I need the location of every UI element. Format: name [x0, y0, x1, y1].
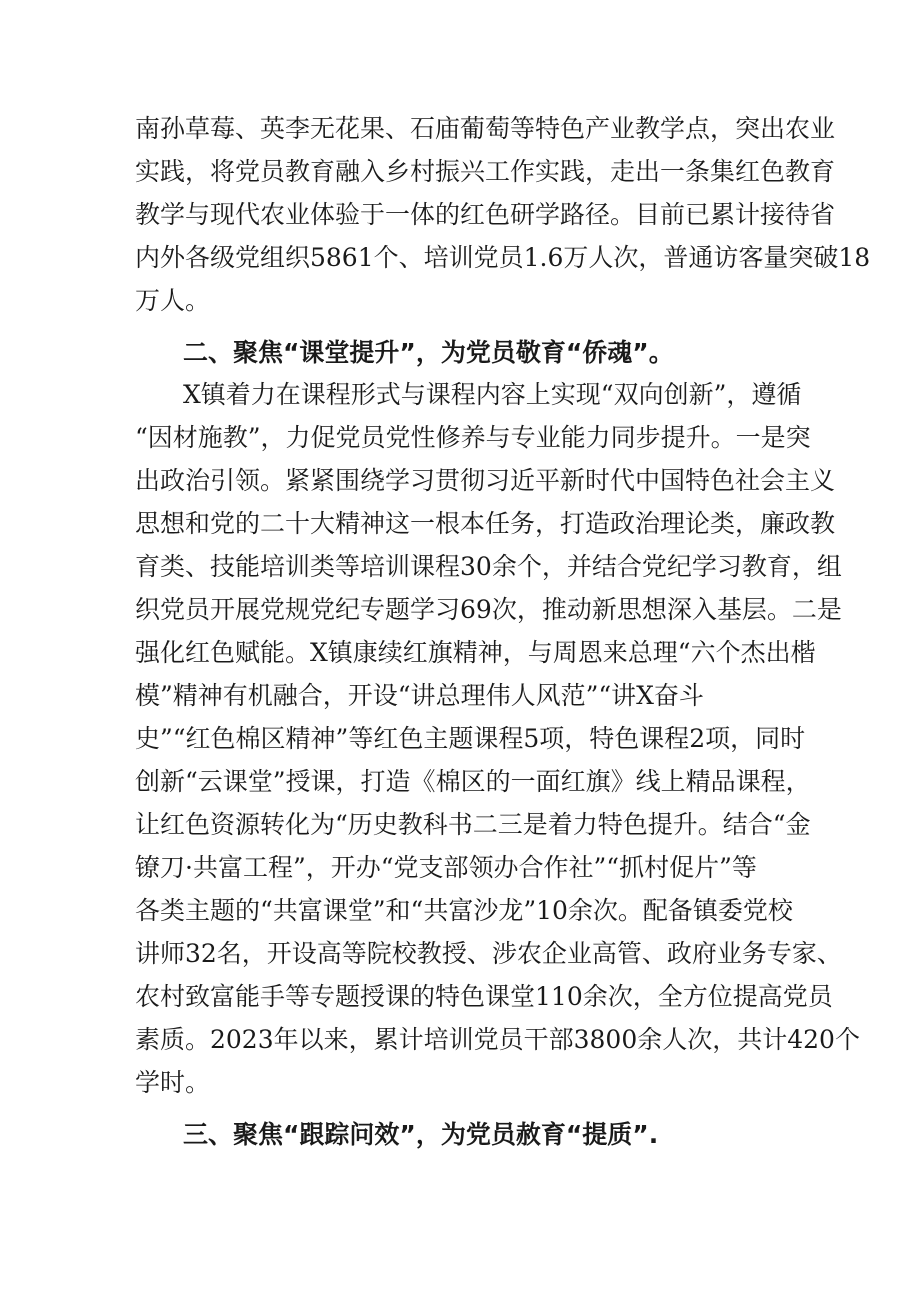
body-line-19: 讲师32名，开设高等院校教授、涉农企业高管、政府业务专家、: [135, 939, 842, 968]
body-line-3: 教学与现代农业体验于一体的红色研学路径。目前已累计接待省: [135, 200, 836, 229]
section-heading-2: 二、聚焦“课堂提升”，为党员敬育“侨魂”。: [183, 338, 674, 367]
body-line-8: 出政治引领。紧紧围绕学习贯彻习近平新时代中国特色社会主义: [135, 466, 836, 495]
body-line-13: 模”精神有机融合，开设“讲总理伟人风范”“讲X奋斗: [135, 681, 704, 710]
body-line-4: 内外各级党组织5861个、培训党员1.6万人次，普通访客量突破18: [135, 243, 871, 272]
body-line-2: 实践，将党员教育融入乡村振兴工作实践，走出一条集红色教育: [135, 157, 836, 186]
body-line-17: 镣刀·共富工程”，开办“党支部领办合作社”“抓村促片”等: [135, 853, 757, 882]
body-line-20: 农村致富能手等专题授课的特色课堂110余次，全方位提高党员: [135, 982, 833, 1011]
section-heading-3: 三、聚焦“跟踪问效”，为党员赦育“提质”.: [183, 1120, 659, 1149]
body-line-15: 创新“云课堂”授课，打造《棉区的一面红旗》线上精品课程，: [135, 767, 811, 796]
body-line-7: “因材施教”，力促党员党性修养与专业能力同步提升。一是突: [135, 423, 811, 452]
body-line-21: 素质。2023年以来，累计培训党员干部3800余人次，共计420个: [135, 1025, 860, 1054]
body-line-16: 让红色资源转化为“历史教科书二三是着力特色提升。结合“金: [135, 810, 811, 839]
body-line-18: 各类主题的“共富课堂”和“共富沙龙”10余次。配备镇委党校: [135, 896, 793, 925]
body-line-14: 史”“红色棉区精神”等红色主题课程5项，特色课程2项，同时: [135, 724, 806, 753]
body-line-12: 强化红色赋能。X镇康续红旗精神，与周恩来总理“六个杰出楷: [135, 638, 816, 667]
body-line-22: 学时。: [135, 1068, 211, 1097]
body-line-6: X镇着力在课程形式与课程内容上实现“双向创新”，遵循: [183, 380, 802, 409]
body-line-1: 南孙草莓、英李无花果、石庙葡萄等特色产业教学点，突出农业: [135, 114, 836, 143]
body-line-9: 思想和党的二十大精神这一根本任务，打造政治理论类，廉政教: [135, 509, 836, 538]
body-line-11: 织党员开展党规党纪专题学习69次，推动新思想深入基层。二是: [135, 595, 842, 624]
body-line-10: 育类、技能培训类等培训课程30余个，并结合党纪学习教育，组: [135, 552, 842, 581]
body-line-5: 万人。: [135, 286, 211, 315]
